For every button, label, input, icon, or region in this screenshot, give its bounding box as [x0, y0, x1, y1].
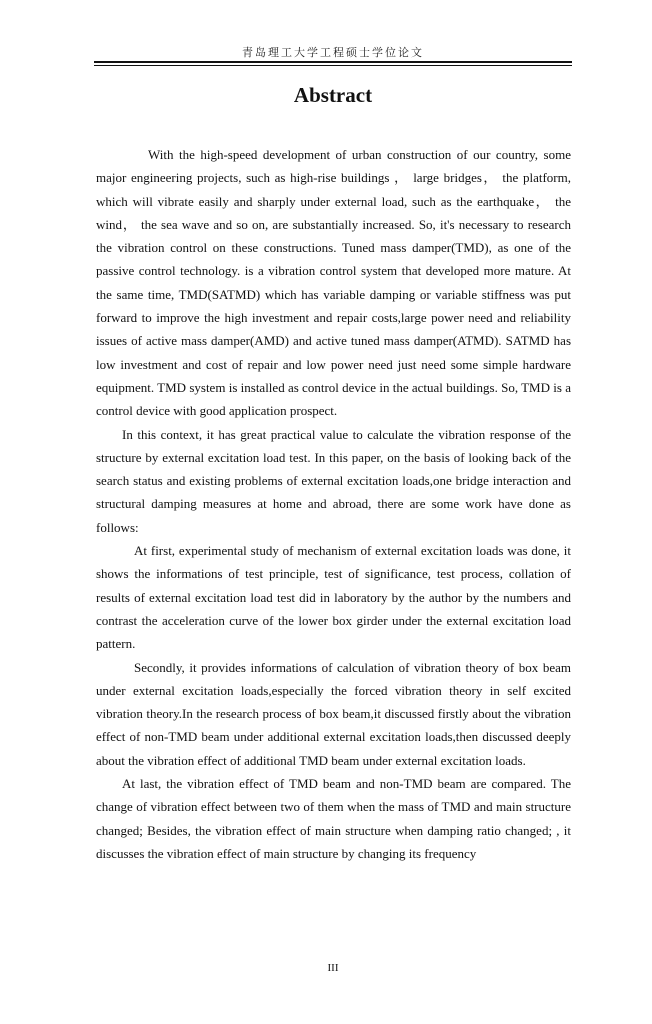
page-number: III: [327, 962, 339, 974]
paragraph: At last, the vibration effect of TMD beam and non-TMD beam are compared. The change of vibration effect between two of them when the mass of TMD and main structure changed; Besides, the vibration effect of main structure when damping ratio changed; , it discusses the vibration effect of main structure by changing its frequency: [96, 776, 571, 861]
abstract-body: [96, 143, 571, 865]
header-rule: [94, 61, 572, 63]
paragraph: With the high-speed development of urban construction of our country, some major engineering projects, such as high-rise buildings ， large bridges， the platform, which will vibrate easily and sharply under external load, such as the earthquake， the wind， the sea wave and so on, are substantially increased. So, it's necessary to research the vibration control on these constructions. Tuned mass damper(TMD), as one of the passive control technology. is a vibration control system that developed more mature. At the same time, TMD(SATMD) which has variable damping or variable stiffness was put forward to improve the high investment and repair costs,large power need and reliability issues of active mass damper(AMD) and active tuned mass damper(ATMD). SATMD has low investment and cost of repair and low power need just need some simple hardware equipment. TMD system is installed as control device in the actual buildings. So, TMD is a control device with good application prospect.: [96, 147, 571, 419]
page-title: Abstract: [293, 83, 373, 107]
paragraph: In this context, it has great practical value to calculate the vibration response of the structure by external excitation load test. In this paper, on the basis of looking back of the search status and existing problems of external excitation loads,one bridge interaction and structural damping measures at home and abroad, there are some work have done as follows:: [96, 426, 571, 535]
header-rule-thin: [94, 65, 572, 66]
running-header: 青岛理工大学工程硕士学位论文: [242, 46, 424, 59]
paragraph: At first, experimental study of mechanism of external excitation loads was done, it shows the informations of test principle, test of significance, test process, collation of results of external excitation load test did in laboratory by the author by the numbers and contrast the acceleration curve of the lower box girder under the external excitation load pattern.: [96, 543, 571, 652]
paragraph: Secondly, it provides informations of calculation of vibration theory of box beam under external excitation loads,especially the forced vibration theory in self excited vibration theory.In the research process of box beam,it discussed firstly about the vibration effect of non-TMD beam under additional external excitation loads,then discussed deeply about the vibration effect of additional TMD beam under external excitation loads.: [96, 659, 571, 768]
